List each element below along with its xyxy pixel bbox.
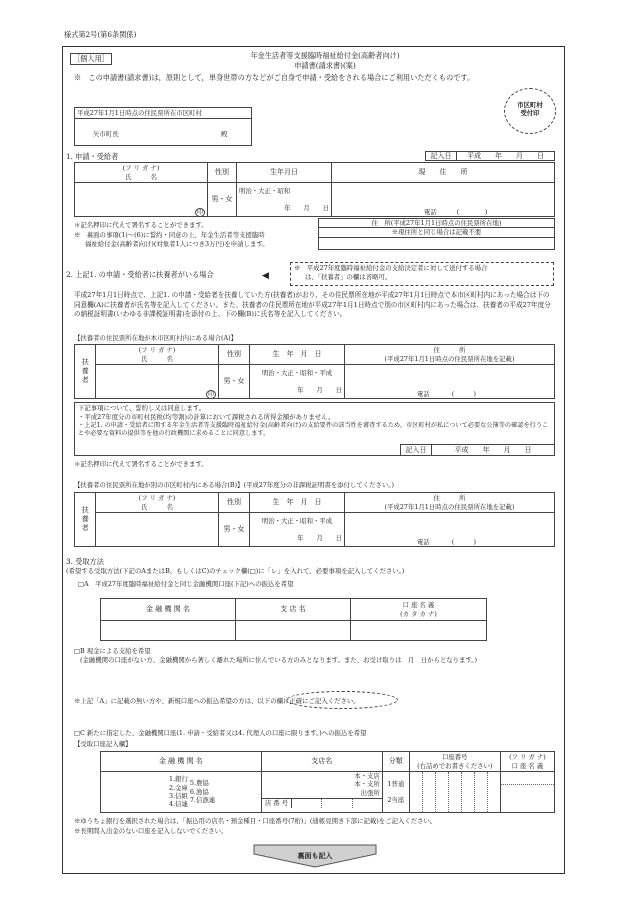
supporterA-col-address-sub: (平成27年1月1日時点の住民票所在地を記載): [384, 354, 515, 363]
holder-furigana-field[interactable]: [501, 772, 554, 785]
supporterB-phone-field[interactable]: ( ): [451, 537, 476, 546]
optionA-holder-field[interactable]: [351, 621, 487, 641]
phone-label: 電話: [424, 207, 437, 216]
supporterA-gender-field[interactable]: 男・女: [219, 365, 250, 399]
supporterB-gender-field[interactable]: 男・女: [219, 513, 250, 547]
section2-title: 2. 上記1. の申請・受給者に扶養者がいる場合: [66, 270, 214, 279]
section3-instruction: (希望する受取方法(下記のAまたはB、もしくはC)のチェック欄(□)に「レ」を入れて、必要事項を記入してください。): [66, 567, 405, 575]
supporterA-col-birth: 生 年 月 日: [250, 345, 345, 365]
footnote-dormant: ※長期間入出金のない口座を記入しないでください。: [74, 827, 228, 835]
optionC-col-number-sub: (右詰めでお書きください): [417, 761, 493, 770]
col-address: 現 住 所: [332, 163, 555, 183]
stamp-line2: 受付印: [520, 109, 540, 118]
account-number-digit[interactable]: [436, 772, 449, 812]
optionC-col-furigana: (フ リ ガ ナ): [509, 753, 546, 762]
supporterA-date-field[interactable]: 年 月 日: [297, 385, 342, 394]
branch-type-shuchojo[interactable]: 出張所: [360, 788, 380, 797]
residence-box: [74, 107, 252, 146]
residence-note: ※現住所と同じ場合は記載不要: [319, 228, 554, 237]
optionA-bank-field[interactable]: [101, 621, 236, 641]
residence-box-header: 平成27年1月1日時点の住民票所在市区町村: [75, 108, 251, 119]
branch-type-honshisho[interactable]: 本・支所: [354, 780, 380, 789]
mayor-name: 矢市町長: [93, 130, 119, 138]
optionC-col-type: 分類: [382, 752, 409, 772]
col-name: 氏 名: [125, 172, 157, 181]
supporterB-label: 扶養者: [75, 493, 96, 547]
boxB-title: 【扶養者の住民票所在地が別の市区町村内にある場合(B)】(平成27年度分の非課税証明書を添付してください。): [74, 481, 394, 489]
account-number-digit[interactable]: [410, 772, 423, 812]
bank-type-shinren[interactable]: 4.信連: [169, 800, 188, 809]
supporterB-col-gender: 性別: [219, 493, 250, 513]
section2-note-sign: ＊記名押印に代えて署名することができます。: [74, 460, 208, 468]
birth-date-field[interactable]: 年 月 日: [284, 203, 329, 212]
account-number-digit[interactable]: [475, 772, 488, 812]
supporterB-name-field[interactable]: [96, 513, 219, 547]
footnote-yucho: ※ゆうちょ銀行を選択された場合は、「振込用の店名・預金種目・口座番号(7桁)」(通帳見開き下部に記載)をご記入ください。: [74, 817, 437, 825]
optionC-col-bank: 金 融 機 関 名: [101, 752, 262, 772]
residence-header: 住 所(平成27年1月1日時点の住民票所在地): [319, 219, 554, 228]
section2-paragraph: 平成27年1月1日時点で、上記1. の申請・受給者を扶養していた方(扶養者)がおり、その住民票所在地が平成27年1月1日時点で本市区町村内にあった場合は下の同意欄(A)に扶養者が氏名等を記入してください。また、扶養者の住民票所在地が平成27年1月1日時点で別の市区町村内にあった場合は、扶養者の平成27年度分の納税証明書(いわゆる非課税証明書)を添付の上、下の欄(B)に氏名等を記入してください。: [74, 291, 551, 319]
entry-date-value[interactable]: 平成 年 月 日: [457, 152, 555, 161]
optionA-col-holder-kana: (カ タ カ ナ): [400, 609, 437, 618]
supporterA-col-name: 氏 名: [141, 354, 173, 363]
supporterA-entry-date-label: 記入日: [401, 445, 432, 456]
supporterA-phone-label: 電話: [417, 389, 430, 398]
consent-item1: ・平成27年度分の市町村民税(均等割)の計算において課税される所得金額がありません。: [78, 413, 335, 422]
store-number-digit[interactable]: [322, 799, 352, 808]
section1-note-sign: ＊記名押印に代えて署名することができます。: [74, 221, 208, 229]
phone-field[interactable]: ( ): [456, 207, 488, 216]
account-number-digit[interactable]: [449, 772, 462, 812]
optionA-table: [100, 598, 487, 641]
callout-line2: は、「扶養者」の欄は省略可。: [305, 273, 392, 282]
bank-type-bank[interactable]: 1.銀行: [169, 775, 188, 784]
supporterB-col-address: 住 所: [433, 494, 466, 503]
current-residence-box: [318, 218, 555, 250]
supporterB-table: [74, 492, 555, 547]
store-number-digit[interactable]: [292, 799, 322, 808]
supporterB-era-field[interactable]: 明治・大正・昭和・平成: [261, 517, 333, 526]
supporterB-phone-label: 電話: [417, 537, 430, 546]
col-birth: 生年月日: [237, 163, 332, 183]
entry-date-label: 記入日: [426, 152, 457, 161]
supporterA-name-field[interactable]: [96, 365, 219, 399]
mayor-honorific: 殿: [221, 130, 228, 138]
section1-title: 1. 申請・受給者: [66, 152, 119, 161]
era-field[interactable]: 明治・大正・昭和: [239, 187, 291, 196]
optionA-branch-field[interactable]: [236, 621, 351, 641]
supporterA-col-address: 住 所: [433, 346, 466, 355]
changed-account-note: ※上記「A」に記載の無い方や、新規口座への振込希望の方は、以下の欄に正確にご記入ください。: [74, 697, 360, 705]
supporterA-phone-field[interactable]: ( ): [451, 389, 476, 398]
optionA-col-branch: 支 店 名: [236, 599, 351, 621]
account-box-title: 【受取口座記入欄】: [74, 740, 132, 748]
back-side-label: 裏面も記入: [297, 851, 333, 860]
bank-type-shinkin[interactable]: 2.金庫: [169, 783, 188, 792]
optionB-checkbox[interactable]: □B 現金による支給を希望: [74, 647, 151, 655]
col-furigana: (フ リ ガ ナ): [122, 164, 160, 173]
optionA-col-holder: 口 座 名 義: [402, 601, 435, 610]
section1-note-back2: 福祉給付金(高齢者向け)(対象者1人につき3万円)を申請します。: [85, 240, 269, 248]
title-line1: 年金生活者等支援臨時福祉給付金(高齢者向け): [250, 51, 400, 60]
optionC-col-branch: 支店名: [261, 752, 382, 772]
stamp-line1: 市区町村: [517, 101, 543, 109]
section1-note-back1: ※ 裏面の事項(1)～(6)に誓約・同意の上、年金生活者等支援臨時: [74, 231, 265, 239]
intro-note: ※ この申請書(請求書)は，原則として，単身世帯の方などがご自身で申請・受給をされる場合にご利用いただくものです。: [74, 73, 475, 82]
consent-lead: 下記事項について、誓約し又は同意します。: [78, 404, 206, 412]
account-number-digit[interactable]: [423, 772, 436, 812]
supporterA-col-gender: 性別: [219, 345, 250, 365]
optionC-table: [100, 751, 555, 813]
store-number-digit[interactable]: [353, 799, 382, 808]
title-line2: 申請書(請求書)(案): [294, 61, 356, 70]
callout-line1: ※ 平成27年度臨時福祉給付金の支給決定者に対して送付する場合: [294, 264, 488, 272]
store-number-label: 店 番 号: [262, 799, 292, 808]
boxA-title: 【扶養者の住民票所在地が本市区町村内にある場合(A)】: [74, 334, 237, 342]
account-number-digit[interactable]: [462, 772, 475, 812]
bank-type-shingyoren[interactable]: 7.信漁連: [189, 796, 216, 804]
name-field[interactable]: [75, 183, 208, 217]
supporterA-label: 扶養者: [75, 345, 96, 399]
account-type-current[interactable]: 2当座: [387, 796, 405, 804]
supporterA-era-field[interactable]: 明治・大正・昭和・平成: [261, 369, 333, 378]
account-number-digit[interactable]: [488, 772, 500, 812]
optionB-note: (金融機関の口座がない方、金融機関から著しく離れた場所に住んでいる方のみとなります。また、お受け取りは 月 日からとなります。): [80, 656, 477, 664]
supporterA-entry-date-value[interactable]: 平成 年 月 日: [432, 445, 555, 456]
optionC-checkbox[interactable]: □C 新たに指定した、金融機関口座(1. 申請・受給者又は4. 代理人の口座に限ります。)への振込を希望: [74, 729, 367, 737]
supporterA-col-furigana: (フ リ ガ ナ): [138, 346, 176, 355]
account-number-digits: [410, 772, 500, 812]
supporterB-col-birth: 生 年 月 日: [250, 493, 345, 513]
col-gender: 性別: [208, 163, 237, 183]
bank-type-gyokyo[interactable]: 6.漁協: [189, 787, 209, 796]
optionA-checkbox[interactable]: □A 平成27年度臨時福祉給付金と同じ金融機関口座(下記)への振込を希望: [78, 580, 294, 588]
supporterB-col-address-sub: (平成27年1月1日時点の住民票所在地を記載): [384, 502, 515, 511]
individual-tag: ［個人用］: [70, 53, 112, 65]
optionC-col-holder: 口 座 名 義: [511, 761, 544, 770]
supporterA-seal-mark: 印: [207, 390, 214, 398]
section3-title: 3. 受取方法: [66, 557, 104, 566]
seal-mark: 印: [196, 208, 203, 216]
consent-item2: ・上記1. の申請・受給者に関する年金生活者等支援臨時福祉給付金(高齢者向け)の支給要件の該当性を審査するため、市区町村が私について必要な公簿等の確認を行うことや必要な資料の提供等を他の行政機関に求めることに同意します。: [78, 421, 549, 437]
supporterA-table: [74, 344, 555, 399]
supporterA-entry-date: [400, 444, 555, 456]
optionC-col-number: 口座番号: [442, 753, 468, 762]
branch-type-honshiten[interactable]: 本・支店: [354, 772, 380, 780]
callout-arrow-icon: ◀: [262, 271, 269, 281]
bank-field[interactable]: [101, 772, 168, 813]
supporterB-col-name: 氏 名: [141, 502, 173, 511]
gender-field[interactable]: 男・女: [208, 183, 237, 217]
reception-stamp: [504, 88, 556, 134]
optionA-col-bank: 金 融 機 関 名: [101, 599, 236, 621]
bank-type-nokyo[interactable]: 5.農協: [189, 779, 209, 788]
supporterB-date-field[interactable]: 年 月 日: [297, 533, 342, 542]
account-type-ordinary[interactable]: 1普通: [387, 779, 405, 788]
form-number: 様式第2号(第6条関係): [64, 30, 137, 39]
supporterB-col-furigana: (フ リ ガ ナ): [138, 494, 176, 503]
applicant-table: [74, 162, 555, 217]
supporter-callout: [290, 262, 554, 286]
bank-type-shinkumi[interactable]: 3.信組: [169, 792, 188, 800]
holder-name-field[interactable]: [501, 785, 554, 812]
section1-entry-date: [425, 151, 555, 161]
